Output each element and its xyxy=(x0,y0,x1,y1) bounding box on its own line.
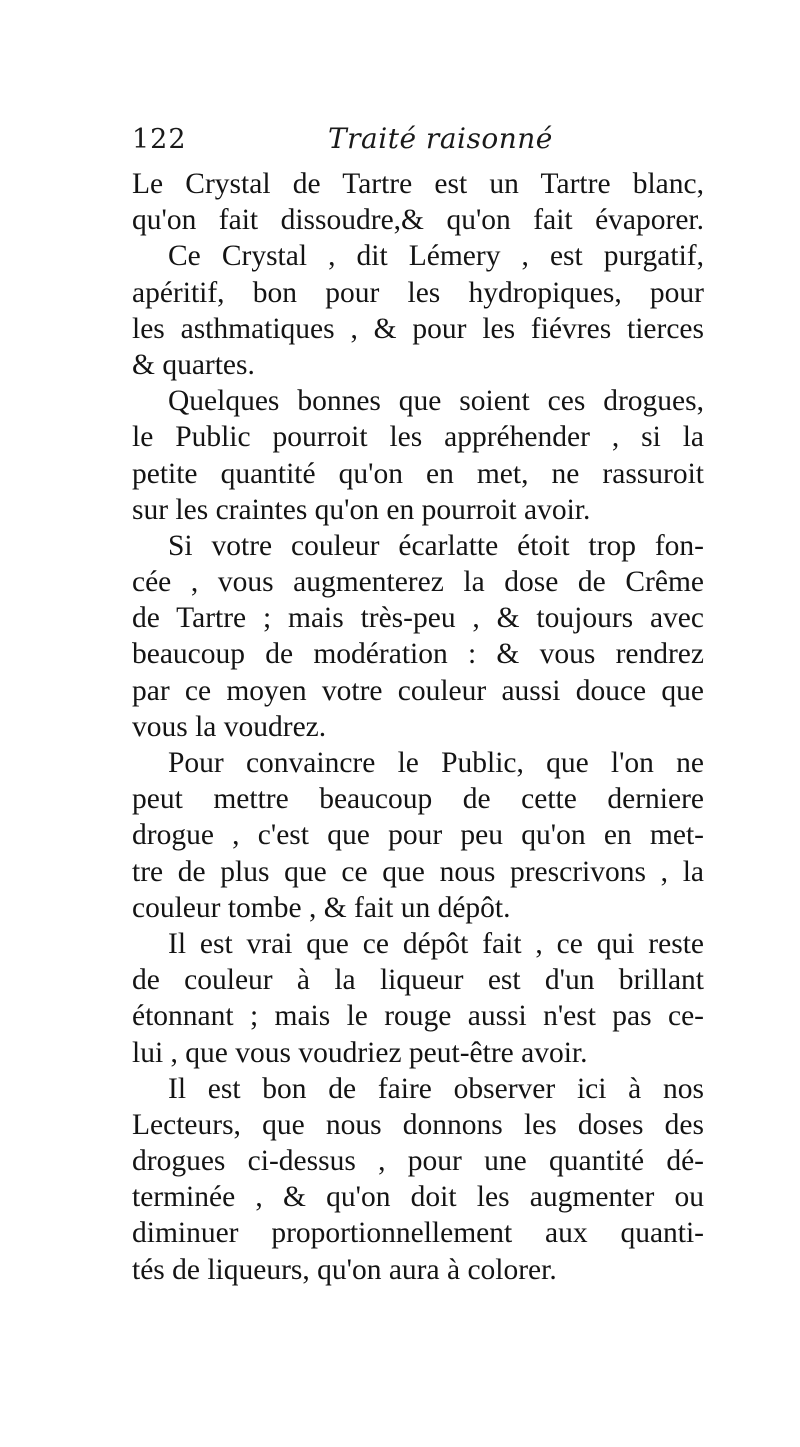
text-line: tre de plus que ce que nous prescrivons , la xyxy=(132,855,704,888)
text-line: par ce moyen votre couleur aussi douce que xyxy=(132,674,704,707)
text-line: apéritif, bon pour les hydropiques, pour xyxy=(132,276,704,309)
text-line: Il est vrai que ce dépôt fait , ce qui reste xyxy=(168,927,704,960)
text-line: drogues ci-dessus , pour une quantité dé- xyxy=(132,1145,704,1178)
text-line: le Public pourroit les appréhender , si la xyxy=(132,421,704,454)
text-line: Ce Crystal , dit Lémery , est purgatif, xyxy=(168,240,704,273)
text-line: Lecteurs, que nous donnons les doses des xyxy=(132,1108,704,1141)
text-line: vous la voudrez. xyxy=(132,710,327,743)
text-line: drogue , c'est que pour peu qu'on en met- xyxy=(132,819,704,852)
running-title: Traité raisonné xyxy=(328,122,553,155)
text-line: qu'on fait dissoudre,& qu'on fait évaporer. xyxy=(132,204,704,237)
text-line: terminée , & qu'on doit les augmenter ou xyxy=(132,1181,704,1214)
text-line: sur les craintes qu'on en pourroit avoir. xyxy=(132,493,591,526)
text-line: de couleur à la liqueur est d'un brillant xyxy=(132,964,704,997)
text-line: & quartes. xyxy=(132,348,255,381)
text-line: étonnant ; mais le rouge aussi n'est pas ce- xyxy=(132,1000,704,1033)
text-line: couleur tombe , & fait un dépôt. xyxy=(132,891,511,924)
body-text xyxy=(132,166,704,1288)
text-line: les asthmatiques , & pour les fiévres tierces xyxy=(132,312,704,345)
text-line: Pour convaincre le Public, que l'on ne xyxy=(168,747,704,779)
text-line: tés de liqueurs, qu'on aura à colorer. xyxy=(132,1253,557,1286)
text-line: lui , que vous voudriez peut-être avoir. xyxy=(132,1036,588,1069)
text-line: diminuer proportionnellement aux quanti- xyxy=(132,1217,704,1250)
page-number: 122 xyxy=(132,124,187,155)
text-line: beaucoup de modération : & vous rendrez xyxy=(132,638,704,671)
text-line: Si votre couleur écarlatte étoit trop fon- xyxy=(168,529,704,562)
text-line: Quelques bonnes que soient ces drogues, xyxy=(168,385,704,418)
text-line: peut mettre beaucoup de cette derniere xyxy=(132,783,704,816)
text-line: de Tartre ; mais très-peu , & toujours avec xyxy=(132,602,704,635)
text-line: Il est bon de faire observer ici à nos xyxy=(168,1072,704,1105)
text-line: cée , vous augmenterez la dose de Crême xyxy=(132,566,704,599)
text-line: Le Crystal de Tartre est un Tartre blanc, xyxy=(132,168,704,200)
text-line: petite quantité qu'on en met, ne rassuroit xyxy=(132,457,704,490)
running-head xyxy=(132,118,704,162)
